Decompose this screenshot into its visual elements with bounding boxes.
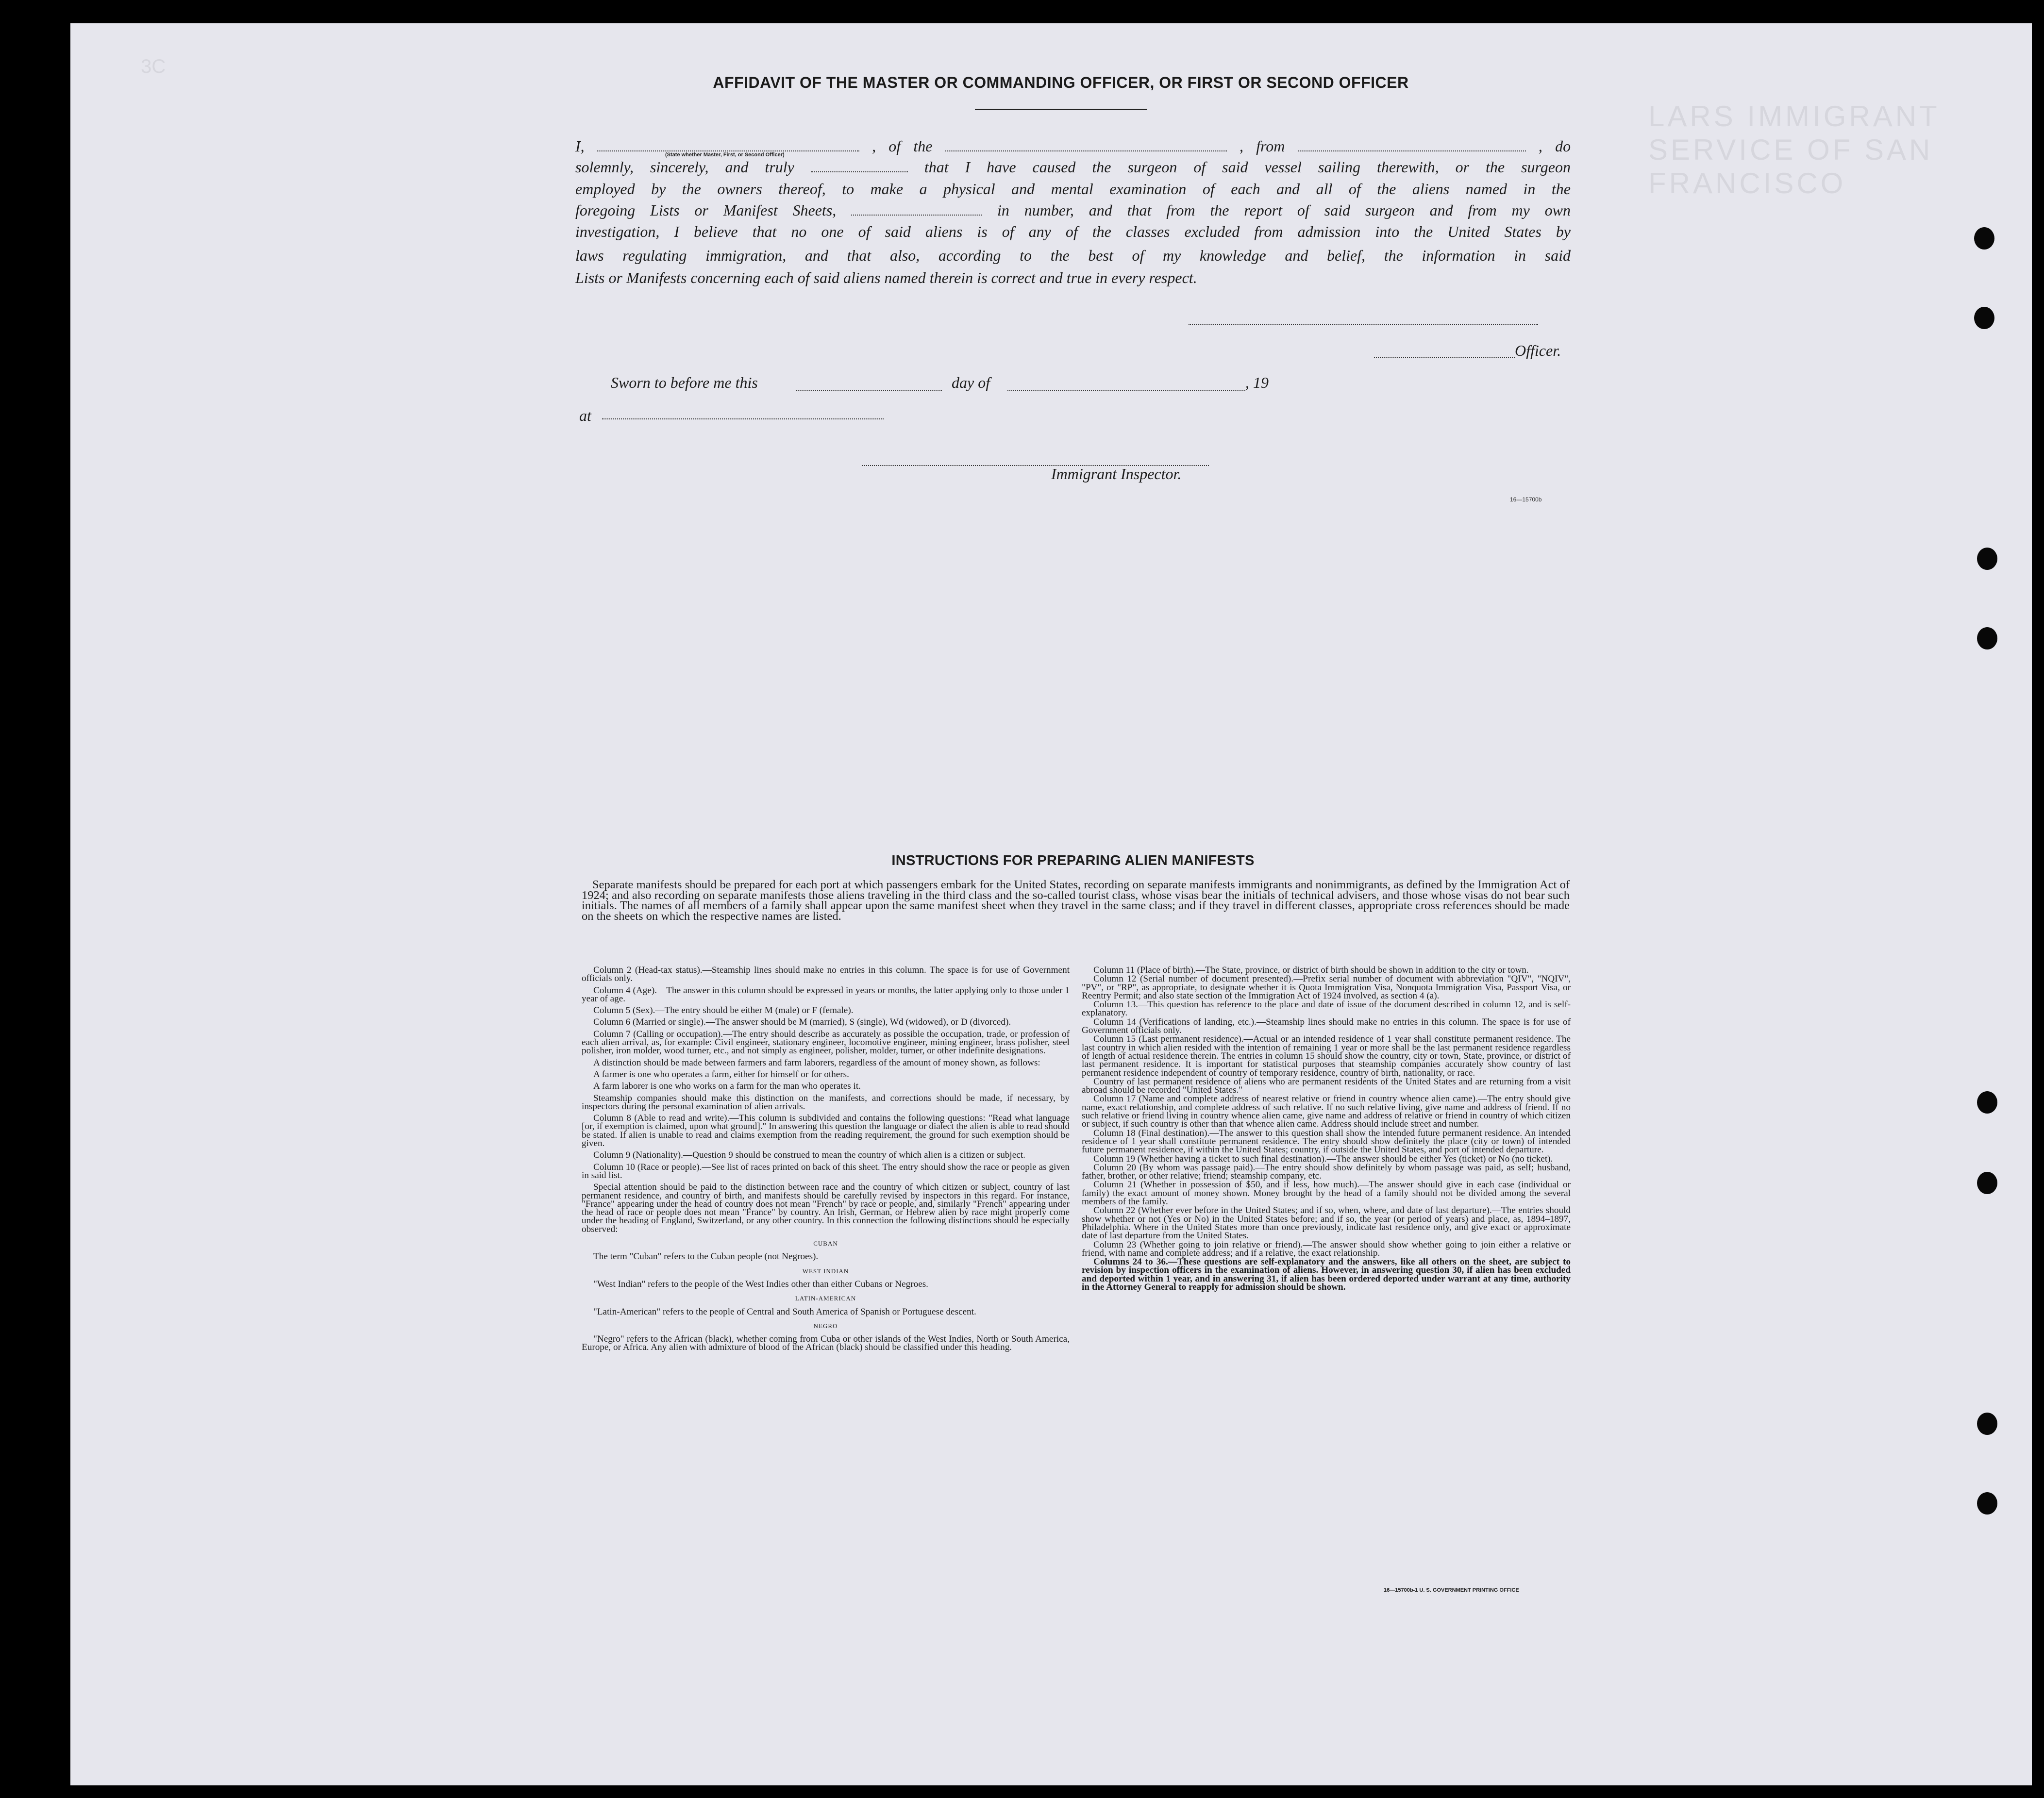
instruction-paragraph: A farm laborer is one who works on a farm for the man who operates it. bbox=[593, 1081, 861, 1092]
text: that I have caused the surgeon of said vessel sailing therewith, or the surgeon bbox=[924, 158, 1571, 176]
text: solemnly, sincerely, and truly bbox=[575, 158, 794, 176]
bleed-through-marks: LARS IMMIGRANT SERVICE OF SAN FRANCISCO bbox=[1648, 100, 1940, 200]
port-field[interactable] bbox=[1298, 143, 1526, 151]
instruction-paragraph: Column 14 (Verifications of landing, etc.).—Steamship lines should make no entries in this column. The space is for use of Government officials only. bbox=[1082, 1016, 1571, 1036]
instruction-paragraph: Column 15 (Last permanent residence).—Actual or an intended residence of 1 year shall constitute permanent residence. The last country in which alien resided with the intention of remaining 1 year or more shall be the last permanent residence regardless of length of actual residence therein. The entries in column 15 should show the country, city or town, State, province, or district of last permanent residence. It is important for statistical purposes that steamship companies accurately show country of last permanent residence independent of country of temporary residence, country of birth, nationality, or race. bbox=[1082, 1034, 1571, 1078]
affidavit-line: laws regulating immigration, and that also, according to the best of my knowledge and belief, the information in said bbox=[575, 247, 1571, 264]
section-heading: WEST INDIAN bbox=[802, 1267, 849, 1275]
text: in number, and that from the report of said surgeon and from my own bbox=[997, 201, 1571, 219]
field-note: (State whether Master, First, or Second Officer) bbox=[665, 152, 785, 158]
instruction-paragraph: The term "Cuban" refers to the Cuban people (not Negroes). bbox=[593, 1251, 819, 1262]
binder-hole bbox=[1977, 627, 1997, 649]
instruction-paragraph: Column 20 (By whom was passage paid).—The entry should show definitely by whom passage was paid, as self; husband, father, brother, or other relative; friend; steamship company, etc. bbox=[1082, 1162, 1571, 1182]
instructions-right-column bbox=[1082, 966, 1571, 1292]
sworn-day-field[interactable] bbox=[796, 390, 942, 391]
instruction-paragraph: Column 23 (Whether going to join relative or friend).—The answer should show whether going to join either a relative or friend, with name and complete address; and if a relative, the exact relationship. bbox=[1082, 1239, 1571, 1258]
inspector-label: Immigrant Inspector. bbox=[1051, 465, 1182, 483]
text: , from bbox=[1239, 137, 1285, 155]
signature-line[interactable] bbox=[1189, 324, 1538, 325]
text: , do bbox=[1538, 137, 1571, 155]
instruction-paragraph: Column 12 (Serial number of document presented).—Prefix serial number of document with abbreviation "QIV", "NQIV", "PV", or "RP", as appropriate, to designate whether it is Quota Immigration Visa, Nonquota Immigration Visa, Passport Visa, or Reentry Permit; and also state section of the Immigration Act of 1924 involved, as section 4 (a). bbox=[1082, 974, 1571, 1001]
instruction-paragraph: Column 13.—This question has reference to the place and date of issue of the document described in column 12, and is self-explanatory. bbox=[1082, 999, 1571, 1018]
instruction-paragraph: Column 22 (Whether ever before in the United States; and if so, when, where, and date of last departure).—The entries should show whether or not (Yes or No) in the United States before; and if so, the year (or period of years) and place, as, 1894–1897, Philadelphia. Where in the United States more than once previously, indicate last residence only, and give exact or approximate date of last departure from the United States. bbox=[1082, 1205, 1571, 1241]
sworn-text: , 19 bbox=[1245, 374, 1269, 391]
instruction-paragraph: Column 19 (Whether having a ticket to such final destination).—The answer should be either Yes (ticket) or No (no ticket). bbox=[1093, 1153, 1553, 1164]
instruction-paragraph: "West Indian" refers to the people of the West Indies other than either Cubans or Negroes. bbox=[593, 1279, 928, 1289]
text: I, bbox=[575, 137, 585, 155]
instructions-title: INSTRUCTIONS FOR PREPARING ALIEN MANIFESTS bbox=[891, 853, 1255, 868]
bleed-through-marks: 3C bbox=[141, 56, 166, 77]
instruction-paragraph: Column 5 (Sex).—The entry should be either M (male) or F (female). bbox=[593, 1005, 854, 1016]
binder-hole bbox=[1977, 548, 1997, 570]
instruction-paragraph: Column 8 (Able to read and write).—This column is subdivided and contains the following questions: "Read what language [or, if exemption is claimed, upon what ground]." In answering this question the language or dialect the alien is able to read should be stated. If alien is unable to read and claims exemption from the reading requirement, the ground for such exemption should be given. bbox=[582, 1113, 1070, 1149]
text: foregoing Lists or Manifest Sheets, bbox=[575, 201, 837, 219]
instruction-paragraph: Steamship companies should make this distinction on the manifests, and corrections should be made, if necessary, by inspectors during the personal examination of alien arrivals. bbox=[582, 1093, 1070, 1112]
instructions-left-column bbox=[582, 966, 1070, 1355]
form-number: 16—15700b-1 U. S. GOVERNMENT PRINTING OFFICE bbox=[1384, 1587, 1519, 1593]
section-heading: CUBAN bbox=[813, 1240, 838, 1248]
sworn-manner-field[interactable] bbox=[811, 164, 908, 172]
affidavit-line: employed by the owners thereof, to make a physical and mental examination of each and all of the aliens named in the bbox=[575, 180, 1571, 198]
text: , of the bbox=[872, 137, 933, 155]
sworn-text: Sworn to before me this bbox=[611, 374, 758, 391]
place-field[interactable] bbox=[602, 418, 884, 419]
officer-label: Officer. bbox=[1515, 342, 1561, 359]
instruction-paragraph: Column 9 (Nationality).—Question 9 should be construed to mean the country of which alien is a citizen or subject. bbox=[593, 1150, 1025, 1161]
affidavit-title: AFFIDAVIT OF THE MASTER OR COMMANDING OFFICER, OR FIRST OR SECOND OFFICER bbox=[713, 74, 1409, 91]
instruction-paragraph: Column 17 (Name and complete address of nearest relative or friend in country whence alien came).—The entry should give name, exact relationship, and complete address of such relative. If no such relative living, give name and address of friend. If no such relative or friend living in country whence alien came, give name and address of relative or friend in country of which citizen or subject, if such country is other than that whence alien came. Address should include street and number. bbox=[1082, 1094, 1571, 1130]
number-field[interactable] bbox=[851, 207, 982, 216]
text: Lists or Manifests concerning each of said aliens named therein is correct and true in every respect. bbox=[575, 269, 1197, 286]
instruction-paragraph: Column 4 (Age).—The answer in this column should be expressed in years or months, the latter applying only to those under 1 year of age. bbox=[582, 985, 1070, 1004]
instruction-paragraph: A distinction should be made between farmers and farm laborers, regardless of the amount of money shown, as follows: bbox=[593, 1057, 1040, 1068]
title-rule bbox=[975, 109, 1147, 110]
officer-rank-field[interactable] bbox=[597, 143, 859, 151]
instruction-paragraph: Column 10 (Race or people).—See list of races printed on back of this sheet. The entry should show the race or people as given in said list. bbox=[582, 1162, 1070, 1181]
instruction-paragraph: Column 6 (Married or single).—The answer should be M (married), S (single), Wd (widowed), or D (divorced). bbox=[593, 1017, 1011, 1028]
instruction-paragraph: "Latin-American" refers to the people of Central and South America of Spanish or Portuguese descent. bbox=[593, 1306, 976, 1317]
binder-hole bbox=[1977, 1172, 1997, 1194]
instruction-paragraph: Column 21 (Whether in possession of $50, and if less, how much).—The answer should give in each case (individual or family) the exact amount of money shown. Money brought by the head of a family should not be divided among the several members of the family. bbox=[1082, 1180, 1571, 1207]
at-label: at bbox=[579, 407, 591, 424]
vessel-name-field[interactable] bbox=[945, 143, 1227, 151]
form-number: 16—15700b bbox=[1510, 496, 1542, 503]
instructions-intro: Separate manifests should be prepared for each port at which passengers embark for the United States, recording on separate manifests immigrants and nonimmigrants, as defined by the Immigration Act of 1924; and also recording on separate manifests those aliens traveling in the third class and the so-called tourist class, whose visas bear the initials of technical advisers, and those whose visas do not bear such initials. The names of all members of a family shall appear upon the same manifest sheet when they travel in the same class; and if they travel in different classes, appropriate cross references should be made on the sheets on which the respective names are listed. bbox=[582, 878, 1570, 923]
binder-hole bbox=[1974, 227, 1994, 250]
instruction-paragraph: Column 2 (Head-tax status).—Steamship lines should make no entries in this column. The space is for use of Government officials only. bbox=[582, 965, 1070, 984]
instruction-paragraph: Column 11 (Place of birth).—The State, province, or district of birth should be shown in addition to the city or town. bbox=[1093, 965, 1529, 975]
instruction-paragraph: "Negro" refers to the African (black), whether coming from Cuba or other islands of the West Indies, North or South America, Europe, or Africa. Any alien with admixture of blood of the African (black) should be classified under this heading. bbox=[582, 1334, 1070, 1353]
section-heading: NEGRO bbox=[813, 1322, 838, 1330]
section-heading: LATIN-AMERICAN bbox=[795, 1295, 856, 1302]
instruction-paragraph: A farmer is one who operates a farm, either for himself or for others. bbox=[593, 1069, 849, 1080]
binder-hole bbox=[1974, 307, 1994, 329]
binder-hole bbox=[1977, 1091, 1997, 1114]
instruction-paragraph: Columns 24 to 36.—These questions are self-explanatory and the answers, like all others on the sheet, are subject to revision by inspection officers in the examination of aliens. However, in answering question 30, if alien has been excluded and deported within 1 year, and in answering 31, if alien has been ordered deported under warrant at any time, authority in the Attorney General to reapply for admission should be shown. bbox=[1082, 1257, 1571, 1292]
binder-hole bbox=[1977, 1492, 1997, 1515]
signature-line[interactable] bbox=[1374, 357, 1515, 358]
instruction-paragraph: Column 18 (Final destination).—The answer to this question shall show the intended future permanent residence. An intended residence of 1 year shall constitute permanent residence. The entry should show definitely the place (city or town) of intended future permanent residence, if within the United States; country, if outside the United States, and port of intended departure. bbox=[1082, 1128, 1571, 1155]
instruction-paragraph: Special attention should be paid to the distinction between race and the country of which citizen or subject, country of last permanent residence, and country of birth, and manifests should be carefully revised by inspectors in this regard. For instance, "France" appearing under the head of country does not mean "French" by race or people, and, similarly "French" appearing under the head of race or people does not mean "France" by country. An Irish, German, or Hebrew alien by race might properly come under the heading of England, Switzerland, or any other country. In this connection the following distinctions should be especially observed: bbox=[582, 1182, 1070, 1234]
binder-hole bbox=[1977, 1413, 1997, 1435]
affidavit-line bbox=[575, 265, 1571, 290]
instruction-paragraph: Column 7 (Calling or occupation).—The entry should describe as accurately as possible the occupation, trade, or profession of each alien arrival, as, for example: Civil engineer, stationary engineer, locomotive engineer, mining engineer, brass polisher, steel polisher, iron molder, wood turner, etc., and not simply as engineer, polisher, molder, turner, or other indefinite designations. bbox=[582, 1029, 1070, 1056]
instruction-paragraph: Country of last permanent residence of aliens who are permanent residents of the United States and are returning from a visit abroad should be recorded "United States." bbox=[1082, 1076, 1571, 1096]
affidavit-line: investigation, I believe that no one of said aliens is of any of the classes excluded from admission into the United States by bbox=[575, 223, 1571, 240]
sworn-month-field[interactable] bbox=[1007, 390, 1245, 391]
sworn-text: day of bbox=[952, 374, 990, 391]
